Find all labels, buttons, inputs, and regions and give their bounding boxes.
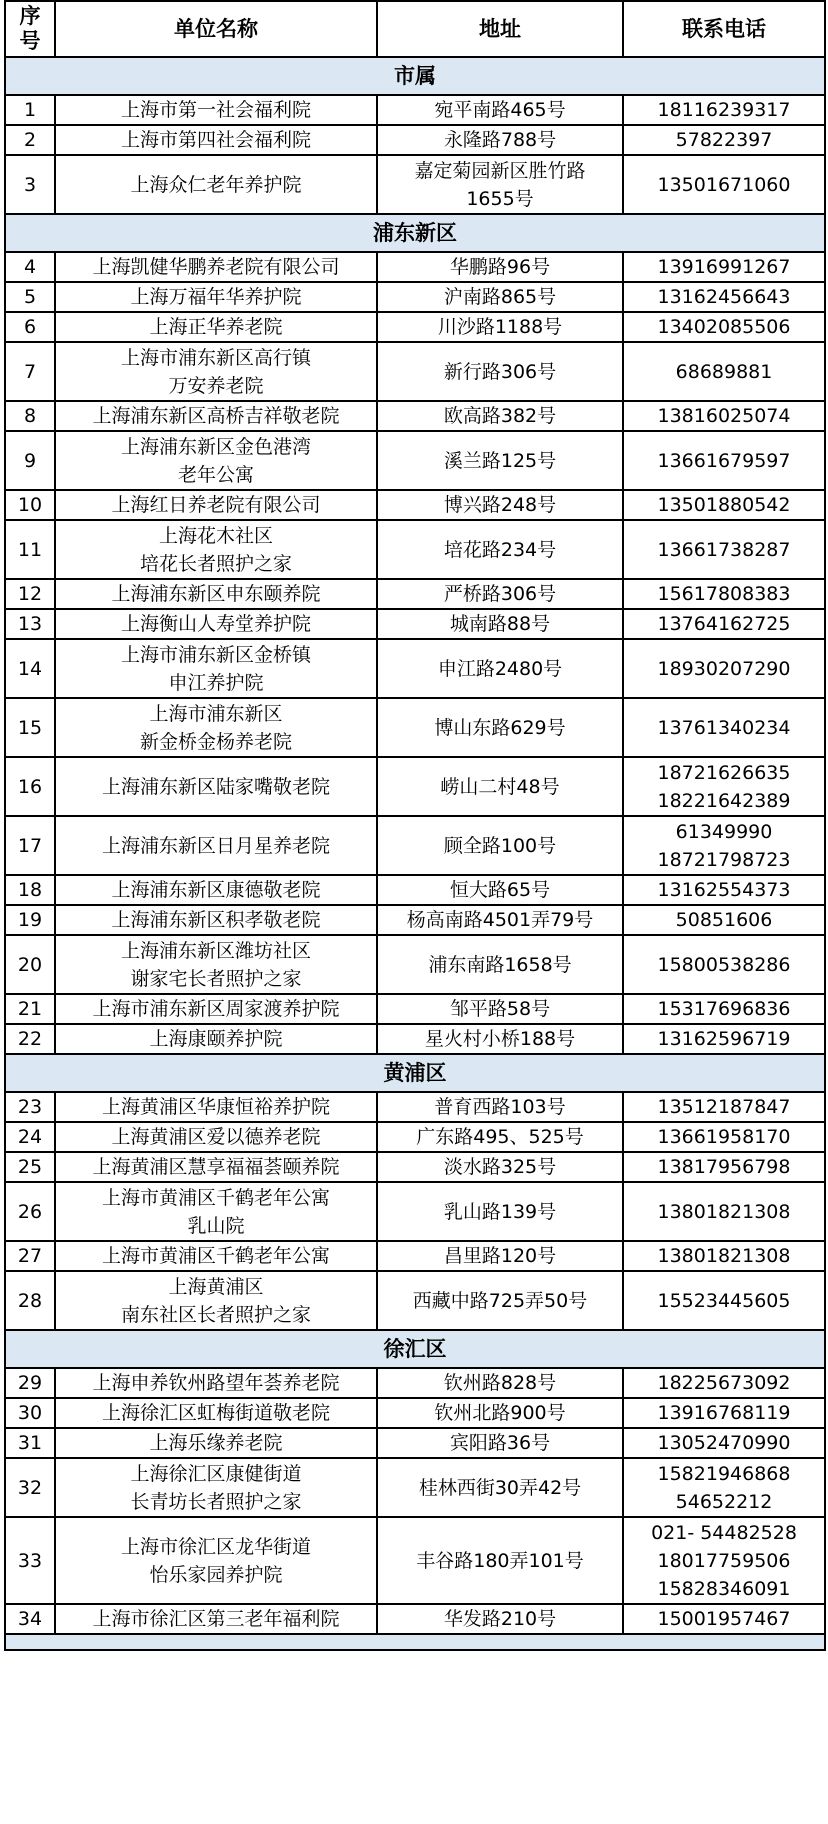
cell-phone: 68689881 [623, 342, 825, 401]
cell-address: 宾阳路36号 [377, 1428, 623, 1458]
table-row [5, 282, 825, 312]
cell-name: 上海市浦东新区金桥镇 申江养护院 [55, 639, 377, 698]
table-row [5, 401, 825, 431]
cell-seq: 19 [5, 905, 55, 935]
cell-seq: 1 [5, 95, 55, 125]
cell-address: 华鹏路96号 [377, 252, 623, 282]
cell-address: 广东路495、525号 [377, 1122, 623, 1152]
cell-address: 城南路88号 [377, 609, 623, 639]
cell-address: 新行路306号 [377, 342, 623, 401]
cell-phone: 13801821308 [623, 1182, 825, 1241]
section-title: 浦东新区 [5, 214, 825, 252]
cell-name: 上海徐汇区虹梅街道敬老院 [55, 1398, 377, 1428]
cell-address: 华发路210号 [377, 1604, 623, 1634]
table-row [5, 757, 825, 816]
cell-phone: 15317696836 [623, 994, 825, 1024]
cell-address: 淡水路325号 [377, 1152, 623, 1182]
cell-seq: 25 [5, 1152, 55, 1182]
cell-seq: 27 [5, 1241, 55, 1271]
cell-seq: 26 [5, 1182, 55, 1241]
cell-phone: 18116239317 [623, 95, 825, 125]
cell-phone: 15617808383 [623, 579, 825, 609]
cell-name: 上海浦东新区高桥吉祥敬老院 [55, 401, 377, 431]
cell-name: 上海市徐汇区第三老年福利院 [55, 1604, 377, 1634]
section-title: 黄浦区 [5, 1054, 825, 1092]
cell-phone: 13162554373 [623, 875, 825, 905]
cell-name: 上海红日养老院有限公司 [55, 490, 377, 520]
table-row [5, 342, 825, 401]
cell-name: 上海乐缘养老院 [55, 1428, 377, 1458]
cell-seq: 17 [5, 816, 55, 875]
cell-phone: 15523445605 [623, 1271, 825, 1330]
cell-name: 上海浦东新区日月星养老院 [55, 816, 377, 875]
table-row [5, 609, 825, 639]
cell-name: 上海市黄浦区千鹤老年公寓 乳山院 [55, 1182, 377, 1241]
cell-name: 上海市浦东新区 新金桥金杨养老院 [55, 698, 377, 757]
cell-name: 上海徐汇区康健街道 长青坊长者照护之家 [55, 1458, 377, 1517]
cell-address: 普育西路103号 [377, 1092, 623, 1122]
cell-seq: 32 [5, 1458, 55, 1517]
cell-address: 丰谷路180弄101号 [377, 1517, 623, 1604]
table-row [5, 1024, 825, 1054]
table-row [5, 1241, 825, 1271]
cell-address: 申江路2480号 [377, 639, 623, 698]
cell-address: 星火村小桥188号 [377, 1024, 623, 1054]
table-row [5, 875, 825, 905]
cell-phone: 13817956798 [623, 1152, 825, 1182]
cell-name: 上海衡山人寿堂养护院 [55, 609, 377, 639]
cell-name: 上海凯健华鹏养老院有限公司 [55, 252, 377, 282]
cell-address: 溪兰路125号 [377, 431, 623, 490]
table-row [5, 1398, 825, 1428]
cell-name: 上海浦东新区金色港湾 老年公寓 [55, 431, 377, 490]
cell-phone: 13801821308 [623, 1241, 825, 1271]
cell-seq: 13 [5, 609, 55, 639]
cell-seq: 22 [5, 1024, 55, 1054]
section-title: 市属 [5, 57, 825, 95]
cell-seq: 16 [5, 757, 55, 816]
cell-seq: 3 [5, 155, 55, 214]
cell-address: 恒大路65号 [377, 875, 623, 905]
cell-address: 崂山二村48号 [377, 757, 623, 816]
cell-phone: 18930207290 [623, 639, 825, 698]
table-row [5, 1122, 825, 1152]
cell-phone: 15821946868 54652212 [623, 1458, 825, 1517]
cell-address: 乳山路139号 [377, 1182, 623, 1241]
table-row [5, 125, 825, 155]
table-row [5, 431, 825, 490]
cell-phone: 18721626635 18221642389 [623, 757, 825, 816]
cell-name: 上海众仁老年养护院 [55, 155, 377, 214]
table-body [5, 57, 825, 1650]
cell-address: 博兴路248号 [377, 490, 623, 520]
cell-phone: 13162456643 [623, 282, 825, 312]
cell-address: 浦东南路1658号 [377, 935, 623, 994]
cell-name: 上海康颐养护院 [55, 1024, 377, 1054]
cell-phone: 15800538286 [623, 935, 825, 994]
cell-phone: 13402085506 [623, 312, 825, 342]
cell-seq: 23 [5, 1092, 55, 1122]
cell-seq: 24 [5, 1122, 55, 1152]
cell-phone: 50851606 [623, 905, 825, 935]
cell-seq: 20 [5, 935, 55, 994]
table-row [5, 1458, 825, 1517]
table-row [5, 312, 825, 342]
table-row [5, 698, 825, 757]
cell-seq: 34 [5, 1604, 55, 1634]
cell-seq: 10 [5, 490, 55, 520]
table-row [5, 520, 825, 579]
table-row [5, 639, 825, 698]
header-address: 地址 [377, 1, 623, 57]
cell-seq: 30 [5, 1398, 55, 1428]
table-row [5, 1182, 825, 1241]
cell-name: 上海浦东新区康德敬老院 [55, 875, 377, 905]
cell-phone: 13661958170 [623, 1122, 825, 1152]
table-row [5, 1271, 825, 1330]
cell-seq: 28 [5, 1271, 55, 1330]
cell-name: 上海花木社区 培花长者照护之家 [55, 520, 377, 579]
cell-seq: 33 [5, 1517, 55, 1604]
cell-seq: 31 [5, 1428, 55, 1458]
cell-address: 永隆路788号 [377, 125, 623, 155]
cell-name: 上海浦东新区陆家嘴敬老院 [55, 757, 377, 816]
cell-phone: 18225673092 [623, 1368, 825, 1398]
section-header-row [5, 57, 825, 95]
table-row [5, 490, 825, 520]
table-row [5, 1428, 825, 1458]
cell-name: 上海黄浦区华康恒裕养护院 [55, 1092, 377, 1122]
table-row [5, 994, 825, 1024]
cell-seq: 6 [5, 312, 55, 342]
cell-name: 上海正华养老院 [55, 312, 377, 342]
table-row [5, 1092, 825, 1122]
header-phone: 联系电话 [623, 1, 825, 57]
cell-seq: 15 [5, 698, 55, 757]
cell-phone: 15001957467 [623, 1604, 825, 1634]
table-row [5, 252, 825, 282]
table-row [5, 935, 825, 994]
header-row [5, 1, 825, 57]
cell-address: 钦州北路900号 [377, 1398, 623, 1428]
cell-address: 杨高南路4501弄79号 [377, 905, 623, 935]
cell-phone: 13162596719 [623, 1024, 825, 1054]
cell-seq: 2 [5, 125, 55, 155]
cell-phone: 13764162725 [623, 609, 825, 639]
cell-phone: 13512187847 [623, 1092, 825, 1122]
cell-seq: 21 [5, 994, 55, 1024]
cell-address: 邹平路58号 [377, 994, 623, 1024]
cell-seq: 29 [5, 1368, 55, 1398]
cell-name: 上海市浦东新区高行镇 万安养老院 [55, 342, 377, 401]
cell-seq: 8 [5, 401, 55, 431]
cell-address: 培花路234号 [377, 520, 623, 579]
section-title: 徐汇区 [5, 1330, 825, 1368]
cell-address: 宛平南路465号 [377, 95, 623, 125]
section-header-row [5, 1054, 825, 1092]
table-row [5, 1368, 825, 1398]
table-row [5, 1604, 825, 1634]
cell-name: 上海黄浦区 南东社区长者照护之家 [55, 1271, 377, 1330]
cell-phone: 13501880542 [623, 490, 825, 520]
table-row [5, 1152, 825, 1182]
cell-phone: 61349990 18721798723 [623, 816, 825, 875]
cell-phone: 13052470990 [623, 1428, 825, 1458]
cell-address: 严桥路306号 [377, 579, 623, 609]
table-row [5, 816, 825, 875]
cell-name: 上海浦东新区申东颐养院 [55, 579, 377, 609]
table-row [5, 905, 825, 935]
cell-seq: 7 [5, 342, 55, 401]
table-row [5, 95, 825, 125]
cell-address: 博山东路629号 [377, 698, 623, 757]
table-row [5, 155, 825, 214]
cell-phone: 13816025074 [623, 401, 825, 431]
cell-name: 上海万福年华养护院 [55, 282, 377, 312]
cell-name: 上海申养钦州路望年荟养老院 [55, 1368, 377, 1398]
cell-name: 上海市第一社会福利院 [55, 95, 377, 125]
cell-seq: 11 [5, 520, 55, 579]
header-seq: 序 号 [5, 1, 55, 57]
cell-address: 钦州路828号 [377, 1368, 623, 1398]
cell-phone: 13661738287 [623, 520, 825, 579]
cell-address: 桂林西街30弄42号 [377, 1458, 623, 1517]
cell-phone: 13916768119 [623, 1398, 825, 1428]
cell-seq: 18 [5, 875, 55, 905]
cell-name: 上海市第四社会福利院 [55, 125, 377, 155]
cell-phone: 13916991267 [623, 252, 825, 282]
cell-address: 西藏中路725弄50号 [377, 1271, 623, 1330]
cell-name: 上海市徐汇区龙华街道 怡乐家园养护院 [55, 1517, 377, 1604]
cell-phone: 57822397 [623, 125, 825, 155]
cell-phone: 13661679597 [623, 431, 825, 490]
cell-name: 上海市黄浦区千鹤老年公寓 [55, 1241, 377, 1271]
cell-address: 昌里路120号 [377, 1241, 623, 1271]
header-name: 单位名称 [55, 1, 377, 57]
cutoff-cell [5, 1634, 825, 1650]
cell-name: 上海浦东新区潍坊社区 谢家宅长者照护之家 [55, 935, 377, 994]
cell-address: 顾全路100号 [377, 816, 623, 875]
section-header-row [5, 214, 825, 252]
cell-address: 沪南路865号 [377, 282, 623, 312]
cell-name: 上海市浦东新区周家渡养护院 [55, 994, 377, 1024]
cell-name: 上海黄浦区慧享福福荟颐养院 [55, 1152, 377, 1182]
cell-phone: 021- 54482528 18017759506 15828346091 [623, 1517, 825, 1604]
cell-seq: 14 [5, 639, 55, 698]
cell-seq: 4 [5, 252, 55, 282]
cell-address: 欧高路382号 [377, 401, 623, 431]
cell-seq: 9 [5, 431, 55, 490]
cell-name: 上海浦东新区积孝敬老院 [55, 905, 377, 935]
cell-phone: 13761340234 [623, 698, 825, 757]
cell-phone: 13501671060 [623, 155, 825, 214]
cell-address: 嘉定菊园新区胜竹路 1655号 [377, 155, 623, 214]
cell-address: 川沙路1188号 [377, 312, 623, 342]
cell-name: 上海黄浦区爱以德养老院 [55, 1122, 377, 1152]
table-row [5, 579, 825, 609]
cell-seq: 5 [5, 282, 55, 312]
cell-seq: 12 [5, 579, 55, 609]
table-row [5, 1517, 825, 1604]
next-section-row-cutoff [5, 1634, 825, 1650]
care-home-table [4, 0, 826, 1651]
section-header-row [5, 1330, 825, 1368]
